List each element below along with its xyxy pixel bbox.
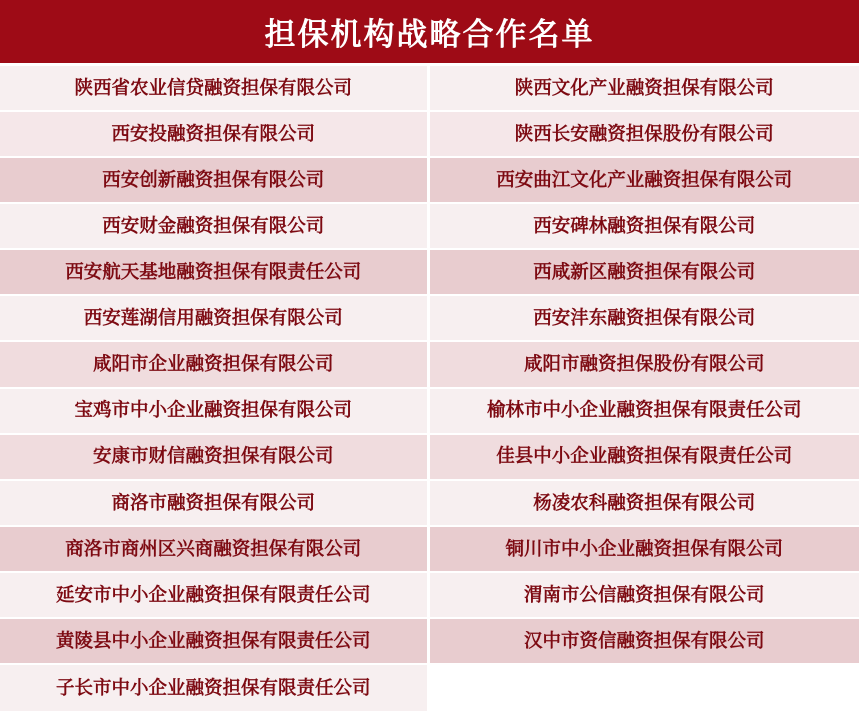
table-cell-left: 西安创新融资担保有限公司: [0, 158, 430, 204]
table-row: [0, 435, 859, 481]
table-row: [0, 527, 859, 573]
table-row: [0, 204, 859, 250]
table-row: [0, 250, 859, 296]
table-cell-right: 汉中市资信融资担保有限公司: [430, 619, 859, 665]
table-cell-left: 商洛市融资担保有限公司: [0, 481, 430, 527]
table-cell-right: 佳县中小企业融资担保有限责任公司: [430, 435, 859, 481]
table-cell-right: 西安碑林融资担保有限公司: [430, 204, 859, 250]
table-cell-right: 咸阳市融资担保股份有限公司: [430, 342, 859, 388]
table-cell-left: 商洛市商州区兴商融资担保有限公司: [0, 527, 430, 573]
table-cell-left: 西安莲湖信用融资担保有限公司: [0, 296, 430, 342]
document-title-bar: [0, 0, 859, 66]
table-row: [0, 112, 859, 158]
table-cell-left: 西安航天基地融资担保有限责任公司: [0, 250, 430, 296]
table-row: [0, 481, 859, 527]
table-row: [0, 66, 859, 112]
table-cell-right: 渭南市公信融资担保有限公司: [430, 573, 859, 619]
table-cell-right: 西咸新区融资担保有限公司: [430, 250, 859, 296]
table-cell-left: 陕西省农业信贷融资担保有限公司: [0, 66, 430, 112]
page-title: 担保机构战略合作名单: [264, 17, 595, 52]
table-cell-right: 榆林市中小企业融资担保有限责任公司: [430, 389, 859, 435]
table-cell-right: 杨凌农科融资担保有限公司: [430, 481, 859, 527]
table-row: [0, 158, 859, 204]
table-row: [0, 665, 859, 711]
table-cell-left: 宝鸡市中小企业融资担保有限公司: [0, 389, 430, 435]
table-cell-right-empty: [430, 665, 859, 711]
partner-table: [0, 66, 859, 711]
table-cell-left: 西安财金融资担保有限公司: [0, 204, 430, 250]
table-cell-right: 西安曲江文化产业融资担保有限公司: [430, 158, 859, 204]
table-cell-right: 陕西文化产业融资担保有限公司: [430, 66, 859, 112]
table-row: [0, 573, 859, 619]
table-cell-right: 陕西长安融资担保股份有限公司: [430, 112, 859, 158]
table-cell-left: 西安投融资担保有限公司: [0, 112, 430, 158]
table-row: [0, 342, 859, 388]
table-row: [0, 619, 859, 665]
table-cell-left: 安康市财信融资担保有限公司: [0, 435, 430, 481]
table-cell-right: 西安沣东融资担保有限公司: [430, 296, 859, 342]
table-row: [0, 296, 859, 342]
table-cell-left: 延安市中小企业融资担保有限责任公司: [0, 573, 430, 619]
table-cell-right: 铜川市中小企业融资担保有限公司: [430, 527, 859, 573]
table-cell-left: 咸阳市企业融资担保有限公司: [0, 342, 430, 388]
table-cell-left: 子长市中小企业融资担保有限责任公司: [0, 665, 430, 711]
table-cell-left: 黄陵县中小企业融资担保有限责任公司: [0, 619, 430, 665]
table-row: [0, 389, 859, 435]
